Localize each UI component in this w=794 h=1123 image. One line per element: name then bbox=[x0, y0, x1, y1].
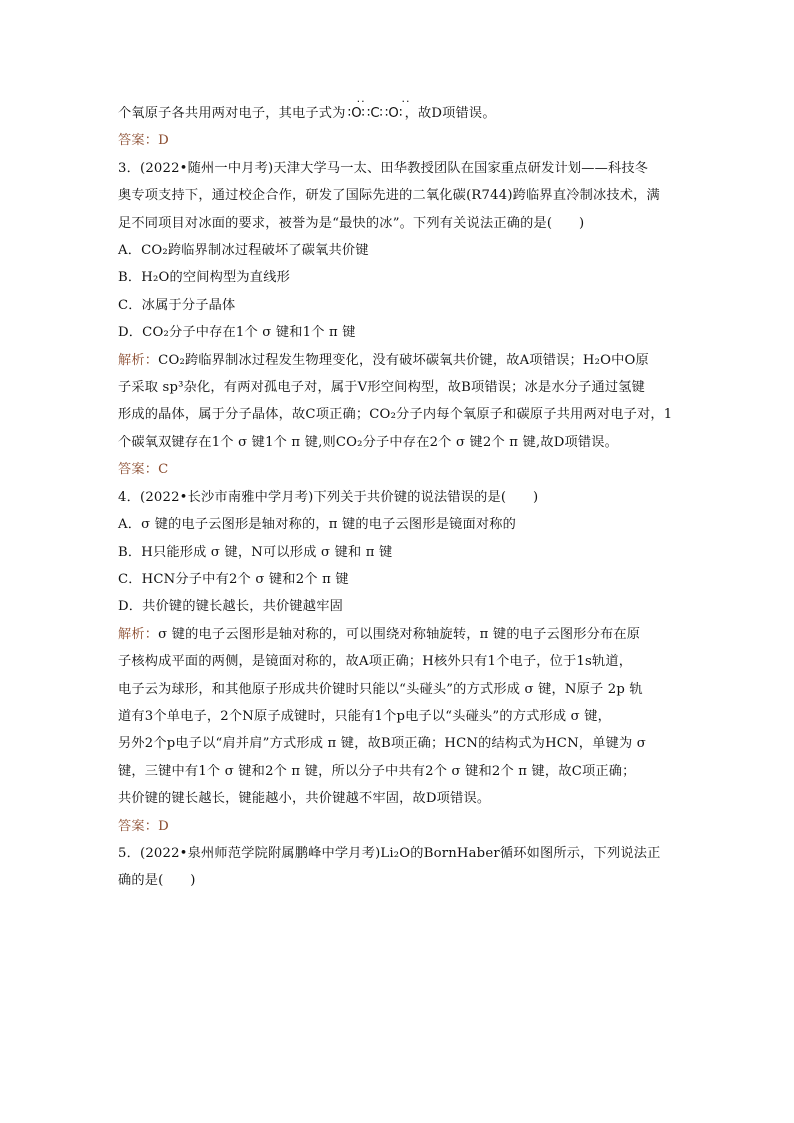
question-3-line-1: 3．(2022•随州一中月考)天津大学马一太、田华教授团队在国家重点研发计划——科技冬 bbox=[118, 160, 649, 176]
option-b: B．H只能形成 σ 键，N可以形成 σ 键和 π 键 bbox=[118, 544, 393, 560]
question-3-line-2: 奥专项支持下，通过校企合作，研发了国际先进的二氧化碳(R744)跨临界直冷制冰技术，满 bbox=[118, 188, 660, 204]
line-1-pre: 个氧原子各共用两对电子，其电子式为 bbox=[118, 106, 346, 121]
question-4-stem: 4．(2022•长沙市南雅中学月考)下列关于共价键的说法错误的是( ) bbox=[118, 489, 539, 505]
analysis-line-1 bbox=[118, 347, 683, 374]
answer-line-2 bbox=[118, 456, 683, 483]
analysis-line-3: 电子云为球形，和其他原子形成共价键时只能以“头碰头”的方式形成 σ 键，N原子 2p 轨 bbox=[118, 681, 643, 697]
line-1-post: ，故D项错误。 bbox=[404, 106, 496, 121]
analysis-line-6: 键，三键中有1个 σ 键和2个 π 键，所以分子中共有2个 σ 键和2个 π 键，故C项正确； bbox=[118, 763, 636, 779]
option-a: A．CO₂跨临界制冰过程破坏了碳氧共价键 bbox=[118, 243, 369, 259]
analysis-line-4: 道有3个单电子，2个N原子成键时，只能有1个p电子以“头碰头”的方式形成 σ 键， bbox=[118, 708, 612, 724]
electron-formula: ·· ·· ∶O∷C∷O∶ bbox=[347, 95, 411, 121]
analysis-line-2: 子采取 sp³杂化，有两对孤电子对，属于V形空间构型，故B项错误；冰是水分子通过氢键 bbox=[118, 380, 646, 396]
answer-label: 答案： bbox=[118, 818, 159, 834]
analysis-label: 解析： bbox=[118, 626, 159, 642]
answer-value: D bbox=[158, 133, 169, 149]
question-5-line-1: 5．(2022•泉州师范学院附属鹏峰中学月考)Li₂O的BornHaber循环如图所示，下列说法正 bbox=[118, 845, 661, 861]
analysis-line-1 bbox=[118, 621, 683, 648]
option-d: D．共价键的键长越长，共价键越牢固 bbox=[118, 599, 343, 615]
text-line-1 bbox=[118, 95, 683, 127]
question-3-line-3: 足不同项目对冰面的要求，被誉为是“最快的冰”。下列有关说法正确的是( ) bbox=[118, 215, 585, 231]
question-5-line-2: 确的是( ) bbox=[118, 873, 196, 889]
analysis-text: CO₂跨临界制冰过程发生物理变化，没有破坏碳氧共价键，故A项错误；H₂O中O原 bbox=[158, 352, 649, 368]
analysis-line-7: 共价键的键长越长，键能越小，共价键越不牢固，故D项错误。 bbox=[118, 791, 491, 807]
analysis-text: σ 键的电子云图形是轴对称的，可以围绕对称轴旋转，π 键的电子云图形分布在原 bbox=[158, 626, 641, 642]
analysis-line-5: 另外2个p电子以“肩并肩”方式形成 π 键，故B项正确；HCN的结构式为HCN，单键为 σ bbox=[118, 736, 646, 752]
option-c: C．冰属于分子晶体 bbox=[118, 297, 236, 313]
option-d: D．CO₂分子中存在1个 σ 键和1个 π 键 bbox=[118, 325, 356, 341]
answer-label: 答案： bbox=[118, 133, 159, 149]
document-body bbox=[118, 95, 683, 895]
answer-value: D bbox=[158, 818, 169, 834]
answer-line-3 bbox=[118, 813, 683, 840]
analysis-line-3: 形成的晶体，属于分子晶体，故C项正确；CO₂分子内每个氧原子和碳原子共用两对电子对，1 bbox=[118, 407, 673, 423]
answer-value: C bbox=[158, 462, 169, 478]
analysis-line-2: 子核构成平面的两侧，是镜面对称的，故A项正确；H核外只有1个电子，位于1s轨道， bbox=[118, 654, 633, 670]
analysis-label: 解析： bbox=[118, 352, 159, 368]
electron-formula-text: ∶O∷C∷O∶ bbox=[347, 106, 403, 121]
analysis-line-4: 个碳氧双键存在1个 σ 键1个 π 键,则CO₂分子中存在2个 σ 键2个 π 键,故D项错误。 bbox=[118, 434, 619, 450]
option-b: B．H₂O的空间构型为直线形 bbox=[118, 270, 290, 286]
option-a: A．σ 键的电子云图形是轴对称的，π 键的电子云图形是镜面对称的 bbox=[118, 517, 517, 533]
option-c: C．HCN分子中有2个 σ 键和2个 π 键 bbox=[118, 571, 349, 587]
answer-line-1 bbox=[118, 127, 683, 154]
answer-label: 答案： bbox=[118, 462, 159, 478]
